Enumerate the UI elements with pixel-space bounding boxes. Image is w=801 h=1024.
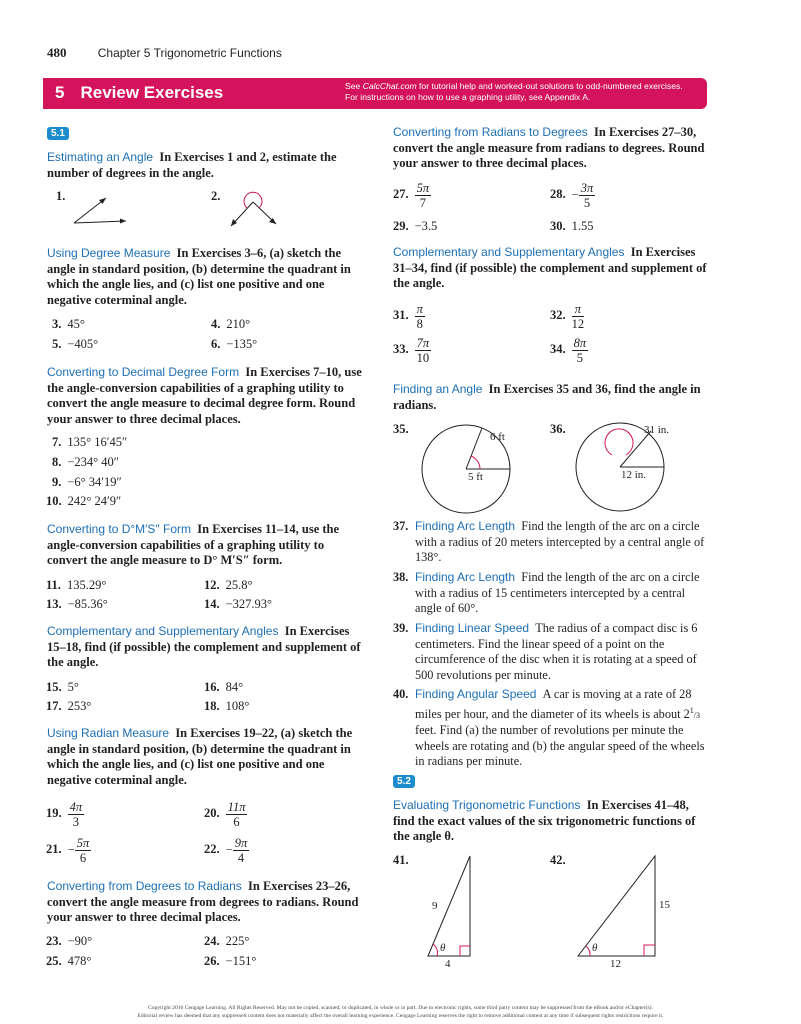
exercise-value: −135°	[226, 337, 258, 351]
banner-number: 5	[55, 83, 65, 102]
section-badge-5-1: 5.1	[47, 127, 69, 140]
fraction	[572, 302, 585, 331]
heading-text: In Exercises 19–22, (a) sketch the angle in standard position, (b) determine the quadrant in which the angle lies, and (c) list one positive and one negative coterminal angle.	[47, 726, 353, 787]
heading-title: Finding an Angle	[393, 382, 483, 396]
exercise-item	[550, 336, 588, 365]
denominator: 4	[237, 851, 245, 865]
numerator: 4π	[69, 800, 83, 814]
mixed-fraction-numerator: 1	[689, 705, 694, 715]
numerator: 3π	[580, 181, 594, 195]
exercise-item	[46, 954, 91, 969]
word-problem	[393, 621, 707, 683]
problem-text-cont: feet. Find (a) the number of revolutions per minute the wheels are rotating and (b) the angular speed of the wheels in radians per minute.	[415, 723, 705, 769]
numerator: 9π	[234, 836, 248, 850]
page-header	[47, 45, 282, 61]
exercise-number: 39.	[393, 621, 409, 635]
theta-label: θ	[440, 942, 446, 954]
copyright-line: Copyright 2016 Cengage Learning. All Rights Reserved. May not be copied, scanned, or duplicated, in whole or in part. Due to electronic rights, some third party content may be suppressed from the eBook and/or eChapter(s).	[148, 1005, 653, 1011]
exercise-item	[204, 597, 272, 612]
exercise-number: 34.	[550, 342, 566, 357]
exercise-number: 33.	[393, 342, 409, 357]
exercise-item	[52, 337, 98, 352]
numerator: 8π	[573, 336, 587, 350]
exercise-number: 23.	[46, 934, 62, 948]
problem-title: Finding Arc Length	[415, 570, 516, 584]
exercise-item	[204, 578, 253, 593]
problem-text: Find the length of the arc on a circle with a radius of 15 centimeters intercepted by a central angle of 60°.	[415, 570, 700, 616]
exercise-heading	[393, 382, 707, 413]
side-label: 15	[659, 899, 670, 911]
exercise-heading	[47, 726, 362, 788]
denominator: 10	[416, 351, 430, 365]
exercise-item	[204, 954, 256, 969]
exercise-number: 31.	[393, 308, 409, 323]
triangle-figure-42	[570, 850, 680, 970]
exercise-heading	[393, 125, 707, 172]
side-label: 12	[610, 958, 621, 970]
mixed-fraction-denominator: 3	[696, 710, 700, 720]
heading-title: Converting from Degrees to Radians	[47, 879, 242, 893]
radius-label: 5 ft	[468, 471, 483, 483]
exercise-item	[211, 317, 250, 332]
exercise-value: 253°	[67, 699, 92, 713]
heading-title: Complementary and Supplementary Angles	[47, 624, 279, 638]
exercise-number: 29.	[393, 219, 409, 233]
exercise-item	[393, 219, 437, 234]
word-problem	[393, 519, 707, 566]
exercise-number: 11.	[46, 578, 61, 592]
exercise-value: −327.93°	[225, 597, 273, 611]
heading-title: Using Radian Measure	[47, 726, 170, 740]
exercise-value: −6° 34′19″	[67, 475, 122, 489]
exercise-number: 5.	[52, 337, 62, 351]
exercise-value: 45°	[67, 317, 85, 331]
exercise-heading	[47, 879, 362, 926]
exercise-item	[393, 181, 431, 210]
radius-label: 12 in.	[621, 469, 647, 481]
exercise-number: 7.	[52, 435, 62, 449]
heading-text: In Exercises 7–10, use the angle-conversion capabilities of a graphing utility to convert the angle measure to decimal degree form. Round your answer to three decimal places.	[47, 365, 362, 426]
fraction	[233, 836, 250, 865]
heading-title: Estimating an Angle	[47, 150, 154, 164]
minus-sign: −	[225, 842, 233, 857]
exercise-number: 17.	[46, 699, 62, 713]
exercise-item	[204, 800, 247, 829]
denominator: 5	[583, 196, 591, 210]
exercise-value: 84°	[225, 680, 244, 694]
page-number: 480	[47, 45, 67, 60]
arc-label: 31 in.	[644, 424, 670, 436]
problem-title: Finding Linear Speed	[415, 621, 530, 635]
circle-figure-35	[410, 420, 514, 520]
heading-title: Converting to Decimal Degree Form	[47, 365, 240, 379]
denominator: 5	[576, 351, 583, 365]
exercise-number: 28.	[550, 187, 566, 202]
denominator: 8	[416, 317, 423, 331]
angle-figure-1	[70, 195, 130, 227]
exercise-item	[211, 337, 257, 352]
side-label: 4	[445, 958, 451, 970]
minus-sign: −	[67, 842, 75, 857]
problem-title: Finding Angular Speed	[415, 687, 537, 701]
exercise-number: 19.	[46, 806, 62, 821]
exercise-item	[46, 800, 84, 829]
exercise-value: −90°	[67, 934, 93, 948]
heading-text: In Exercises 11–14, use the angle-conversion capabilities of a graphing utility to convert the angle measure to D° M′S″ form.	[47, 522, 340, 568]
exercise-number: 6.	[211, 337, 221, 351]
exercise-value: 478°	[67, 954, 92, 968]
exercise-number: 22.	[204, 842, 220, 857]
exercise-number: 41.	[393, 853, 409, 867]
chapter-title: Chapter 5 Trigonometric Functions	[97, 46, 282, 60]
exercise-number: 13.	[46, 597, 62, 611]
exercise-item	[204, 680, 243, 695]
exercise-number: 21.	[46, 842, 62, 857]
exercise-number: 10.	[46, 494, 62, 508]
heading-title: Complementary and Supplementary Angles	[393, 245, 625, 259]
banner-title-text: Review Exercises	[80, 83, 224, 102]
exercise-number: 12.	[204, 578, 220, 592]
exercise-item	[204, 934, 249, 949]
exercise-number: 25.	[46, 954, 62, 968]
problem-text: The radius of a compact disc is 6 centimeters. Find the linear speed of a point on the circumference of the disc when it is rotating at a speed of 500 revolutions per minute.	[415, 621, 698, 682]
exercise-item	[46, 680, 79, 695]
exercise-number: 42.	[550, 853, 566, 867]
section-banner	[43, 78, 707, 109]
exercise-item	[46, 836, 91, 865]
heading-text: In Exercises 15–18, find (if possible) the complement and supplement of the angle.	[47, 624, 361, 670]
exercise-item	[204, 699, 249, 714]
exercise-number: 30.	[550, 219, 566, 233]
fraction	[226, 800, 248, 829]
exercise-number: 18.	[204, 699, 220, 713]
exercise-value: −3.5	[414, 219, 438, 233]
exercise-heading	[47, 150, 362, 181]
fraction	[68, 800, 85, 829]
denominator: 3	[72, 815, 79, 829]
exercise-item	[204, 836, 249, 865]
exercise-number: 16.	[204, 680, 220, 694]
arc-label: 6 ft	[490, 431, 505, 443]
problem-text: A car is moving at a rate of 28 miles per hour, and the diameter of its wheels is about 2	[415, 687, 692, 721]
exercise-number: 8.	[52, 455, 62, 469]
triangle-figure-41	[420, 850, 480, 970]
exercise-value: 225°	[225, 934, 250, 948]
calcchat-link[interactable]: CalcChat.com	[362, 81, 417, 91]
exercise-number: 40.	[393, 687, 409, 701]
theta-label: θ	[592, 942, 598, 954]
heading-text: In Exercises 31–34, find (if possible) the complement and supplement of the angle.	[393, 245, 707, 291]
exercise-value: −85.36°	[67, 597, 108, 611]
fraction	[415, 181, 432, 210]
exercise-item	[550, 181, 595, 210]
exercise-number: 24.	[204, 934, 220, 948]
exercise-value: 210°	[226, 317, 251, 331]
heading-text: In Exercises 41–48, find the exact values of the six trigonometric functions of the angle θ.	[393, 798, 696, 844]
heading-text: In Exercises 1 and 2, estimate the number of degrees in the angle.	[47, 150, 337, 180]
numerator: 5π	[76, 836, 90, 850]
exercise-heading	[47, 365, 362, 427]
exercise-number: 4.	[211, 317, 221, 331]
circle-figure-36	[566, 415, 706, 520]
exercise-number: 14.	[204, 597, 220, 611]
exercise-heading	[393, 245, 707, 292]
side-label: 9	[432, 900, 438, 912]
word-problem	[393, 570, 707, 617]
heading-title: Converting from Radians to Degrees	[393, 125, 588, 139]
denominator: 6	[233, 815, 240, 829]
section-badge-5-2: 5.2	[393, 775, 415, 788]
exercise-item	[393, 336, 431, 365]
exercise-item	[46, 494, 121, 509]
exercise-value: −405°	[67, 337, 99, 351]
problem-title: Finding Arc Length	[415, 519, 516, 533]
exercise-item	[550, 219, 594, 234]
exercise-number: 15.	[46, 680, 62, 694]
word-problem: 40. Finding Angular Speed A car is moving at a rate of 28 miles per hour, and the diameter of its wheels is about $2^1/3$ feet. Find (a) the number of revolutions per minute the wheels are rotating and (b) the angular speed of the wheels in radians per minute.	[393, 687, 705, 769]
denominator: 7	[419, 196, 426, 210]
banner-note-post: for tutorial help and worked-out solutions to odd-numbered exercises.	[416, 81, 683, 91]
banner-note-appendix: For instructions on how to use a graphing utility, see Appendix A.	[345, 92, 591, 102]
copyright-footer	[60, 1004, 741, 1020]
heading-text: In Exercises 23–26, convert the angle measure from degrees to radians. Round your answer to three decimal places.	[47, 879, 359, 925]
editorial-line: Editorial review has deemed that any suppressed content does not materially affect the overall learning experience. Cengage Learning reserves the right to remove additional content at any time if subsequent rights restrictions require it.	[137, 1013, 664, 1019]
exercise-heading	[47, 624, 362, 671]
fraction	[415, 302, 425, 331]
exercise-value: −234° 40″	[67, 455, 120, 469]
fraction	[579, 181, 596, 210]
numerator: π	[416, 302, 423, 316]
heading-text: In Exercises 3–6, (a) sketch the angle in standard position, (b) determine the quadrant in which the angle lies, and (c) list one positive and one negative coterminal angle.	[47, 246, 351, 307]
exercise-item	[393, 302, 425, 331]
angle-figure-2	[226, 188, 282, 230]
heading-text: In Exercises 35 and 36, find the angle in radians.	[393, 382, 701, 412]
exercise-number: 3.	[52, 317, 62, 331]
heading-text: In Exercises 27–30, convert the angle measure from radians to degrees. Round your answer to three decimal places.	[393, 125, 705, 171]
exercise-item	[52, 317, 85, 332]
numerator: 7π	[416, 336, 430, 350]
exercise-heading	[393, 798, 707, 845]
denominator: 12	[571, 317, 585, 331]
numerator: π	[572, 302, 585, 317]
exercise-value: 242° 24′9″	[67, 494, 122, 508]
exercise-number: 37.	[393, 519, 409, 533]
exercise-heading	[47, 246, 362, 308]
exercise-number: 2.	[211, 189, 221, 203]
exercise-item	[46, 934, 92, 949]
fraction	[75, 836, 92, 865]
exercise-heading	[47, 522, 362, 569]
exercise-item	[52, 435, 127, 450]
exercise-number: 38.	[393, 570, 409, 584]
exercise-value: 5°	[67, 680, 79, 694]
exercise-item	[46, 699, 91, 714]
exercise-number: 36.	[550, 422, 566, 436]
exercise-number: 32.	[550, 308, 566, 323]
exercise-value: 108°	[225, 699, 250, 713]
heading-title: Using Degree Measure	[47, 246, 171, 260]
exercise-value: −151°	[225, 954, 257, 968]
exercise-number: 9.	[52, 475, 62, 489]
fraction	[572, 336, 589, 365]
heading-title: Evaluating Trigonometric Functions	[393, 798, 581, 812]
minus-sign: −	[571, 187, 579, 202]
exercise-value: 135° 16′45″	[67, 435, 128, 449]
exercise-value: 135.29°	[66, 578, 107, 592]
exercise-item	[52, 475, 122, 490]
exercise-number: 27.	[393, 187, 409, 202]
exercise-number: 1.	[56, 189, 66, 203]
exercise-item	[46, 578, 106, 593]
problem-text: Find the length of the arc on a circle with a radius of 20 meters intercepted by a central angle of 138°.	[415, 519, 705, 565]
banner-note-pre: See	[345, 81, 363, 91]
banner-note	[345, 81, 683, 103]
exercise-value: 25.8°	[225, 578, 253, 592]
banner-title	[55, 83, 239, 103]
exercise-number: 20.	[204, 806, 220, 821]
denominator: 6	[79, 851, 87, 865]
fraction	[415, 336, 432, 365]
numerator: 5π	[416, 181, 430, 195]
exercise-item	[550, 302, 584, 331]
exercise-number: 26.	[204, 954, 220, 968]
exercise-number: 35.	[393, 422, 409, 436]
numerator: 11π	[227, 800, 246, 814]
exercise-item	[52, 455, 119, 470]
exercise-item	[46, 597, 108, 612]
heading-title: Converting to D°M′S″ Form	[47, 522, 191, 536]
exercise-value: 1.55	[571, 219, 594, 233]
